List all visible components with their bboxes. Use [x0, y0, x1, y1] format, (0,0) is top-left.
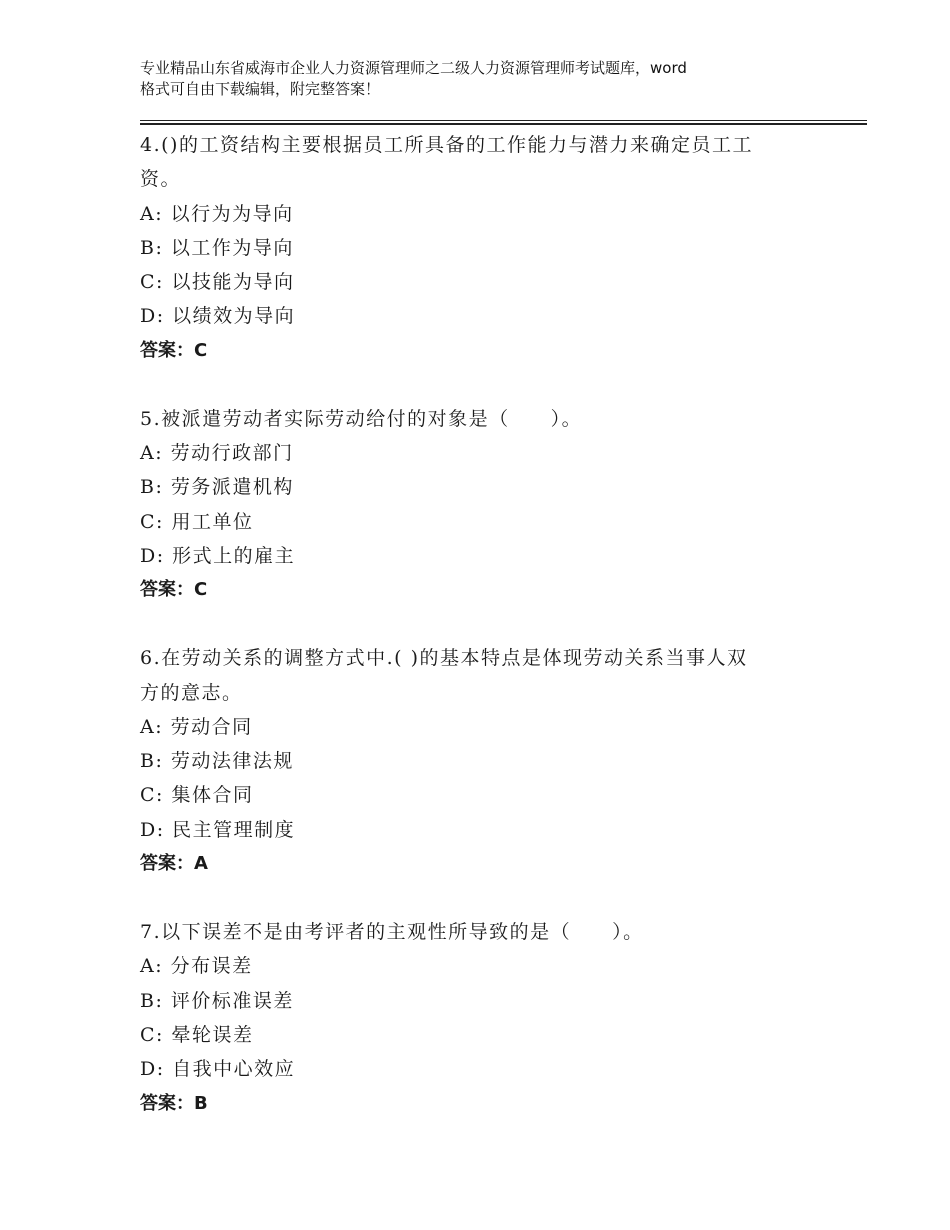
option-b: B: 劳务派遣机构	[140, 476, 294, 499]
question-6	[140, 641, 820, 881]
header-line-2: 格式可自由下载编辑，附完整答案！	[140, 80, 381, 98]
question-stem	[140, 402, 820, 436]
stem-line: 5.被派遣劳动者实际劳动给付的对象是（ ）。	[140, 407, 583, 430]
answer: 答案：B	[140, 1092, 208, 1114]
option-d: D: 形式上的雇主	[140, 544, 296, 567]
question-7	[140, 915, 820, 1120]
header-divider-thin	[140, 120, 867, 121]
option-c: C: 集体合同	[140, 784, 254, 807]
option-c: C: 用工单位	[140, 510, 254, 533]
option-a: A: 以行为为导向	[140, 202, 294, 225]
option-d: D: 民主管理制度	[140, 818, 296, 841]
header-divider-thick	[140, 123, 867, 125]
option-a: A: 劳动行政部门	[140, 442, 294, 465]
answer: 答案：A	[140, 853, 208, 875]
question-stem	[140, 915, 820, 949]
option-b: B: 以工作为导向	[140, 236, 294, 259]
stem-line: 方的意志。	[140, 681, 243, 704]
option-d: D: 以绩效为导向	[140, 305, 296, 328]
stem-line: 6.在劳动关系的调整方式中.( )的基本特点是体现劳动关系当事人双	[140, 647, 748, 670]
option-c: C: 以技能为导向	[140, 271, 295, 294]
option-c: C: 晕轮误差	[140, 1023, 254, 1046]
option-a: A: 劳动合同	[140, 715, 253, 738]
header-line-1: 专业精品山东省威海市企业人力资源管理师之二级人力资源管理师考试题库，word	[140, 59, 687, 77]
answer: 答案：C	[140, 339, 208, 361]
question-4	[140, 128, 820, 368]
question-5	[140, 402, 820, 607]
option-b: B: 劳动法律法规	[140, 750, 294, 773]
stem-line: 4.()的工资结构主要根据员工所具备的工作能力与潜力来确定员工工	[140, 134, 753, 156]
stem-line: 7.以下误差不是由考评者的主观性所导致的是（ ）。	[140, 921, 644, 944]
option-d: D: 自我中心效应	[140, 1058, 296, 1081]
option-b: B: 评价标准误差	[140, 989, 294, 1012]
question-stem	[140, 641, 820, 710]
document-header	[140, 58, 840, 100]
stem-line: 资。	[140, 168, 182, 191]
question-list	[140, 128, 820, 1155]
option-a: A: 分布误差	[140, 955, 253, 978]
answer: 答案：C	[140, 579, 208, 601]
question-stem	[140, 128, 820, 197]
